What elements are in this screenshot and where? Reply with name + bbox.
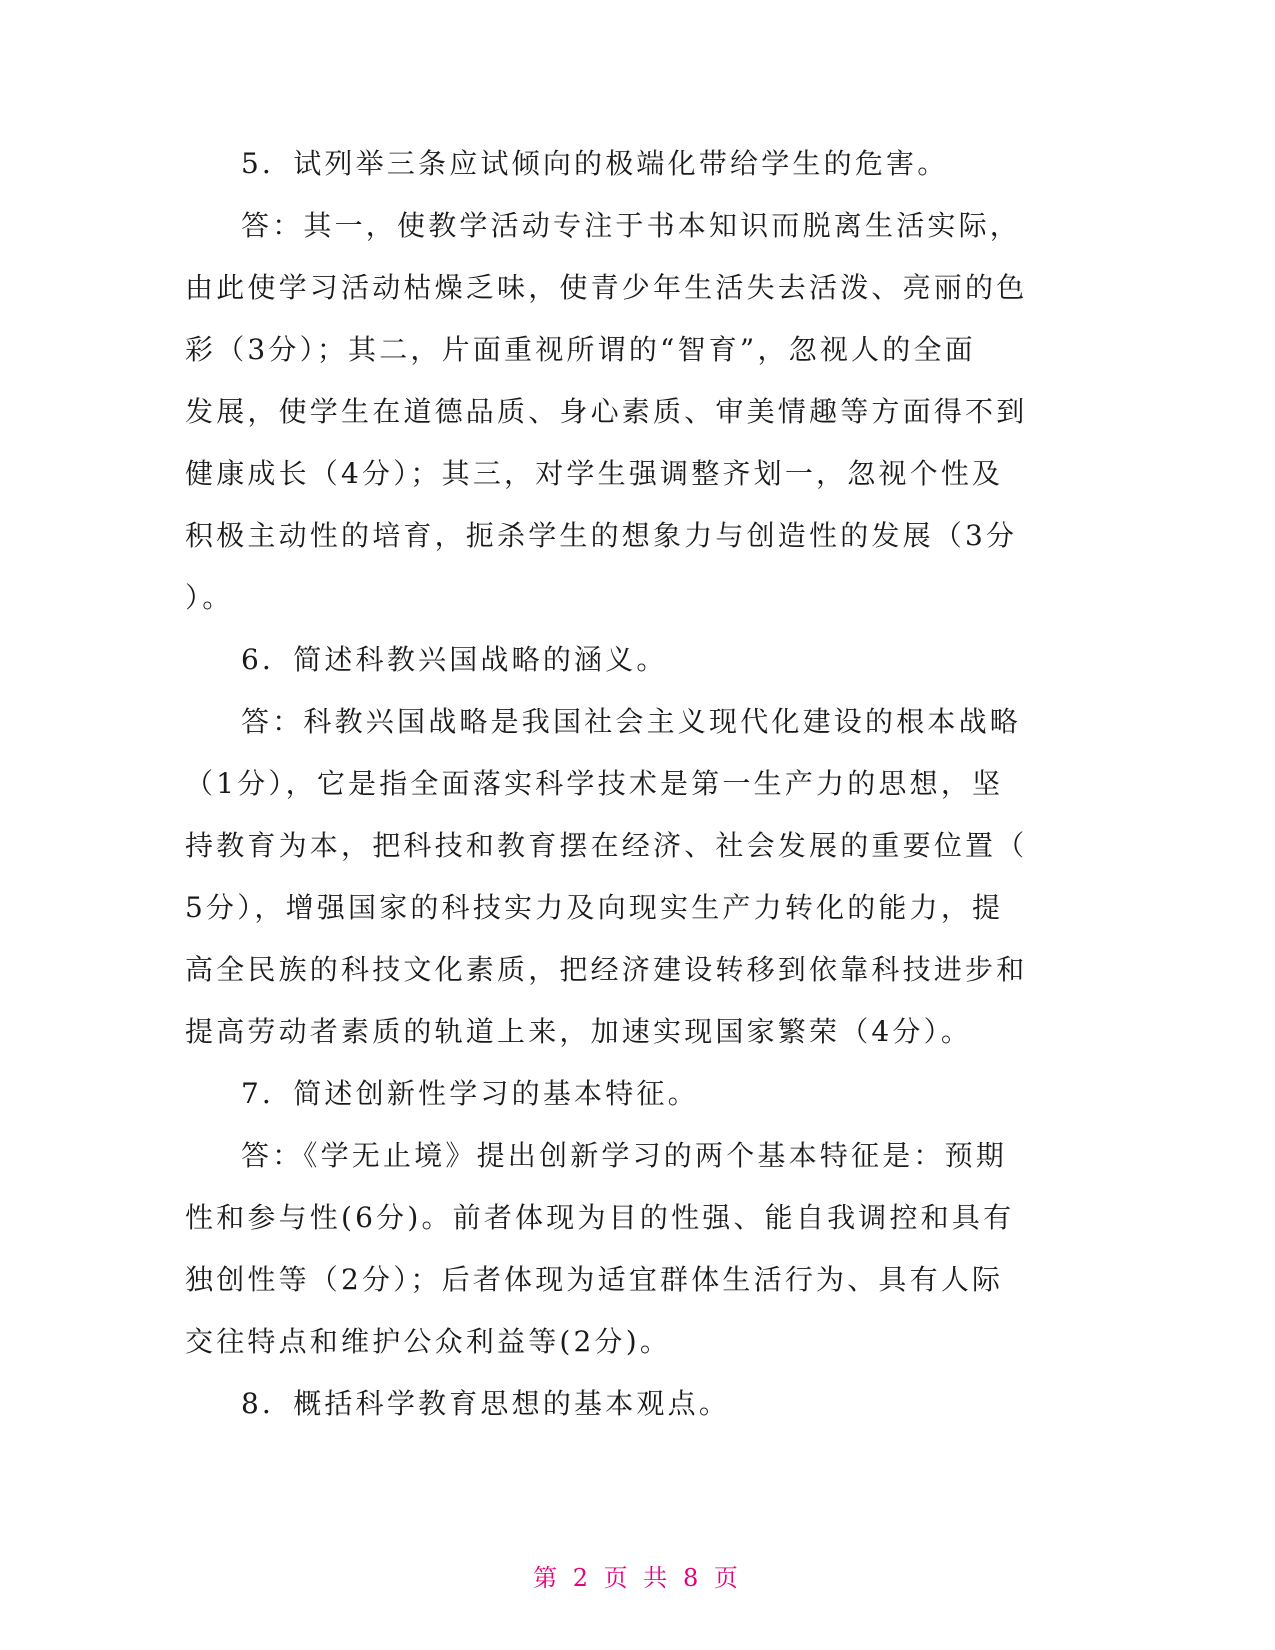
answer-7-line-3: 独创性等（2分）；后者体现为适宜群体生活行为、具有人际 (185, 1263, 1004, 1296)
question-8: 8．概括科学教育思想的基本观点。 (241, 1387, 731, 1420)
answer-5-line-7: ）。 (185, 581, 234, 614)
document-body (185, 133, 1055, 1435)
page-number-footer: 第 2 页 共 8 页 (533, 1564, 742, 1592)
answer-7-line-1: 答：《学无止境》提出创新学习的两个基本特征是：预期 (241, 1139, 1008, 1172)
answer-6-line-5: 高全民族的科技文化素质，把经济建设转移到依靠科技进步和 (185, 953, 1028, 986)
answer-6-line-6: 提高劳动者素质的轨道上来，加速实现国家繁荣（4分）。 (185, 1015, 973, 1048)
answer-6-line-2: （1分），它是指全面落实科学技术是第一生产力的思想，坚 (185, 767, 1004, 800)
answer-6-line-3: 持教育为本，把科技和教育摆在经济、社会发展的重要位置（ (185, 829, 1028, 862)
answer-5-line-1: 答：其一，使教学活动专注于书本知识而脱离生活实际， (241, 209, 1022, 242)
answer-5-line-6: 积极主动性的培育，扼杀学生的想象力与创造性的发展（3分 (185, 519, 1018, 552)
answer-7-line-2: 性和参与性(6分)。前者体现为目的性强、能自我调控和具有 (185, 1201, 1015, 1234)
answer-5-line-4: 发展，使学生在道德品质、身心素质、审美情趣等方面得不到 (185, 395, 1028, 428)
question-6: 6．简述科教兴国战略的涵义。 (241, 643, 668, 676)
question-5: 5．试列举三条应试倾向的极端化带给学生的危害。 (241, 147, 949, 180)
answer-6-line-1: 答：科教兴国战略是我国社会主义现代化建设的根本战略 (241, 705, 1022, 738)
answer-5-line-3: 彩（3分）；其二，片面重视所谓的“智育”，忽视人的全面 (185, 333, 976, 366)
answer-7-line-4: 交往特点和维护公众利益等(2分)。 (185, 1325, 672, 1358)
question-7: 7．简述创新性学习的基本特征。 (241, 1077, 699, 1110)
answer-5-line-5: 健康成长（4分）；其三，对学生强调整齐划一，忽视个性及 (185, 457, 1004, 490)
answer-6-line-4: 5分），增强国家的科技实力及向现实生产力转化的能力，提 (185, 891, 1004, 924)
answer-5-line-2: 由此使学习活动枯燥乏味，使青少年生活失去活泼、亮丽的色 (185, 271, 1028, 304)
